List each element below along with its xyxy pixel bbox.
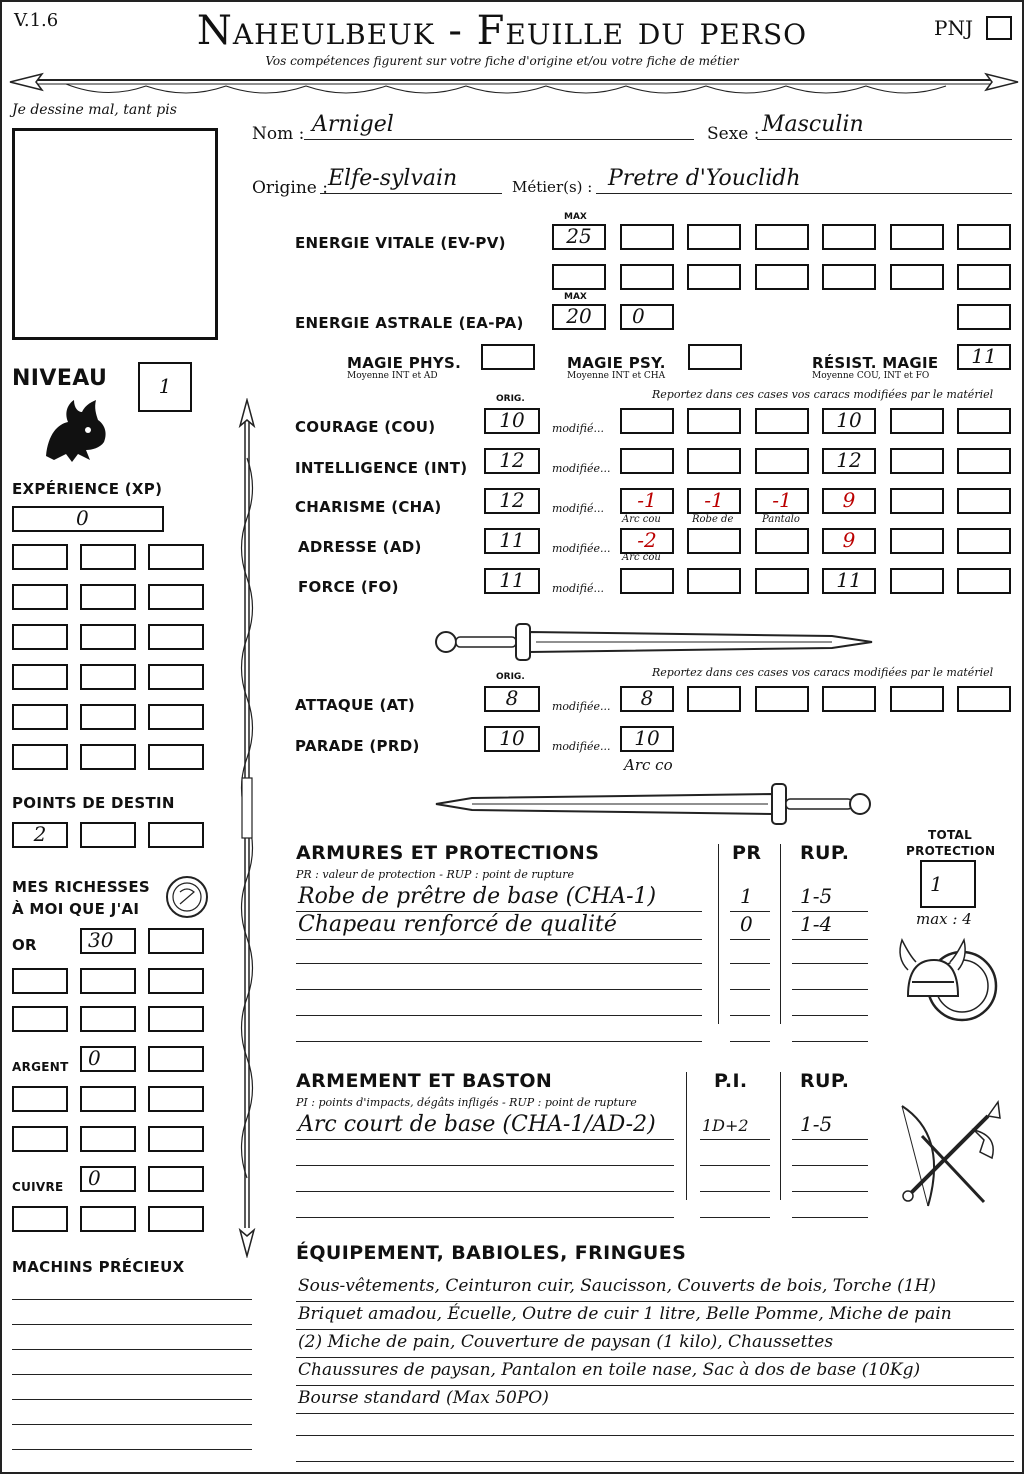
ev-box[interactable] (755, 264, 809, 290)
ev-max-box[interactable] (552, 224, 606, 250)
charisme-mod-box[interactable] (890, 488, 944, 514)
xp-value: 0 (76, 506, 89, 530)
precious-line[interactable] (12, 1382, 252, 1400)
portrait-caption: Je dessine mal, tant pis (12, 102, 177, 118)
ev-box[interactable] (687, 264, 741, 290)
dragon-icon (38, 394, 110, 466)
xp-cell[interactable] (12, 664, 68, 690)
weapon-row-line[interactable] (296, 1198, 674, 1218)
total-protection-value: 1 (930, 872, 943, 896)
version-label: V.1.6 (14, 10, 59, 31)
intelligence-mod-box[interactable] (890, 448, 944, 474)
argent-value: 0 (88, 1046, 101, 1070)
adresse-mod-1: -2 (637, 528, 657, 552)
destin-box[interactable] (12, 822, 68, 848)
cuivre-label: CUIVRE (12, 1180, 64, 1194)
force-mod-box[interactable] (755, 568, 809, 594)
armor-row-rup: 1-5 (800, 884, 833, 908)
armures-sub: PR : valeur de protection - RUP : point de rupture (296, 868, 574, 881)
ev-box[interactable] (620, 264, 674, 290)
armor-row-pr: 1 (740, 884, 753, 908)
argent-cell[interactable] (148, 1086, 204, 1112)
total-protection-label-2: PROTECTION (906, 844, 996, 858)
metier-label: Métier(s) : (512, 178, 593, 196)
weapon-row-pi: 1D+2 (702, 1116, 749, 1135)
xp-cell[interactable] (80, 744, 136, 770)
or-cell[interactable] (12, 1006, 68, 1032)
nom-label: Nom : (252, 124, 305, 144)
force-label: FORCE (FO) (298, 578, 399, 596)
precious-line[interactable] (12, 1307, 252, 1325)
attaque-mod-box[interactable] (755, 686, 809, 712)
niveau-label: NIVEAU (12, 366, 108, 391)
xp-cell[interactable] (12, 704, 68, 730)
attaque-mod-box[interactable] (957, 686, 1011, 712)
modifiee-label: modifiée... (552, 542, 611, 555)
armor-row-rup: 1-4 (800, 912, 833, 936)
attaque-mod-box[interactable] (620, 686, 674, 712)
weapon-pi-line[interactable] (700, 1172, 770, 1192)
precious-line[interactable] (12, 1407, 252, 1425)
ev-max-label: MAX (564, 212, 587, 222)
armement-rup-header: RUP. (800, 1070, 850, 1092)
charisme-final: 9 (842, 488, 856, 512)
force-final: 11 (836, 568, 862, 592)
intelligence-orig: 12 (499, 448, 525, 472)
modifiee-label: modifiée... (552, 700, 611, 713)
report-note: Reportez dans ces cases vos caracs modifiées par le matériel (652, 388, 994, 401)
helmet-shield-icon (892, 930, 1002, 1030)
courage-orig-box[interactable] (484, 408, 540, 434)
max-protection-note: max : 4 (916, 910, 972, 928)
courage-mod-box[interactable] (755, 408, 809, 434)
sword-icon (432, 618, 876, 666)
charisme-mod-box[interactable] (755, 488, 809, 514)
armor-pr-line[interactable] (730, 944, 770, 964)
armement-divider (686, 1072, 687, 1200)
ev-box[interactable] (620, 224, 674, 250)
adresse-mod-box[interactable] (620, 528, 674, 554)
origine-value: Elfe-sylvain (328, 166, 458, 191)
niveau-value: 1 (158, 374, 172, 398)
charisme-mod-3-note: Pantalo (762, 514, 800, 525)
sheet-title: Naheulbeuk - Feuille du perso (196, 8, 808, 54)
resist-magie-box[interactable] (957, 344, 1011, 370)
magie-psy-label: MAGIE PSY. (567, 354, 666, 372)
courage-label: COURAGE (COU) (295, 418, 436, 436)
resist-magie-value: 11 (971, 344, 997, 368)
ea-max-label: MAX (564, 292, 587, 302)
charisme-final-box[interactable] (822, 488, 876, 514)
or-cell[interactable] (148, 928, 204, 954)
destin-box[interactable] (80, 822, 136, 848)
equipment-line[interactable] (296, 1416, 1014, 1436)
armement-divider (780, 1072, 781, 1200)
armures-rup-header: RUP. (800, 842, 850, 864)
ev-box[interactable] (755, 224, 809, 250)
xp-cell[interactable] (148, 584, 204, 610)
charisme-mod-2: -1 (704, 488, 724, 512)
force-mod-box[interactable] (620, 568, 674, 594)
armor-row-line[interactable] (296, 944, 702, 964)
adresse-orig: 11 (499, 528, 525, 552)
ev-label: ENERGIE VITALE (EV-PV) (295, 234, 506, 252)
argent-label: ARGENT (12, 1060, 69, 1074)
adresse-mod-1-note: Arc cou (622, 552, 661, 563)
xp-cell[interactable] (80, 584, 136, 610)
cuivre-cell[interactable] (148, 1166, 204, 1192)
xp-cell[interactable] (80, 664, 136, 690)
sheet-subtitle: Vos compétences figurent sur votre fiche d'origine et/ou votre fiche de métier (265, 54, 739, 68)
magie-phys-box[interactable] (481, 344, 535, 370)
ev-box[interactable] (552, 264, 606, 290)
ev-box[interactable] (822, 224, 876, 250)
courage-mod-box[interactable] (687, 408, 741, 434)
armor-pr-line[interactable] (730, 996, 770, 1016)
modifie-label: modifié... (552, 582, 604, 595)
weapon-row-line[interactable] (296, 1146, 674, 1166)
origine-label: Origine : (252, 178, 328, 198)
force-mod-box[interactable] (890, 568, 944, 594)
modifie-label: modifié... (552, 422, 604, 435)
charisme-mod-2-note: Robe de (692, 514, 734, 525)
xp-cell[interactable] (80, 544, 136, 570)
armor-row-line[interactable] (296, 970, 702, 990)
armures-pr-header: PR (732, 842, 762, 864)
charisme-mod-1-note: Arc cou (622, 514, 661, 525)
xp-cell[interactable] (148, 744, 204, 770)
ev-box[interactable] (957, 224, 1011, 250)
courage-final-box[interactable] (822, 408, 876, 434)
force-orig-box[interactable] (484, 568, 540, 594)
courage-mod-box[interactable] (957, 408, 1011, 434)
argent-cell[interactable] (12, 1086, 68, 1112)
xp-cell[interactable] (12, 624, 68, 650)
equipement-title: ÉQUIPEMENT, BABIOLES, FRINGUES (296, 1242, 687, 1264)
coin-icon (164, 874, 210, 920)
magie-phys-sub: Moyenne INT et AD (347, 371, 438, 381)
argent-cell[interactable] (148, 1126, 204, 1152)
charisme-mod-box[interactable] (957, 488, 1011, 514)
or-cell[interactable] (12, 968, 68, 994)
armor-pr-line[interactable] (730, 1022, 770, 1042)
intelligence-final: 12 (836, 448, 862, 472)
adresse-label: ADRESSE (AD) (298, 538, 422, 556)
armement-pi-header: P.I. (714, 1070, 748, 1092)
armor-rup-line[interactable] (792, 944, 868, 964)
pnj-checkbox[interactable] (986, 16, 1012, 40)
sexe-value: Masculin (762, 112, 864, 137)
armures-divider (780, 844, 781, 1024)
or-cell[interactable] (148, 968, 204, 994)
argent-cell[interactable] (148, 1046, 204, 1072)
charisme-orig-box[interactable] (484, 488, 540, 514)
nom-value: Arnigel (312, 112, 394, 137)
combat-orig-label: ORIG. (496, 672, 525, 682)
modifie-label: modifié... (552, 502, 604, 515)
cuivre-cell[interactable] (80, 1206, 136, 1232)
courage-final: 10 (836, 408, 862, 432)
ev-box[interactable] (687, 224, 741, 250)
force-orig: 11 (499, 568, 525, 592)
adresse-orig-box[interactable] (484, 528, 540, 554)
courage-mod-box[interactable] (620, 408, 674, 434)
armor-row-line[interactable] (296, 996, 702, 1016)
weapon-row-rup: 1-5 (800, 1112, 833, 1136)
resist-magie-sub: Moyenne COU, INT et FO (812, 371, 930, 381)
niveau-box[interactable] (138, 362, 192, 412)
ev-box[interactable] (822, 264, 876, 290)
xp-cell[interactable] (12, 744, 68, 770)
weapon-row-line[interactable] (296, 1172, 674, 1192)
charisme-mod-box[interactable] (620, 488, 674, 514)
parade-orig: 10 (499, 726, 525, 750)
charisme-orig: 12 (499, 488, 525, 512)
attaque-mod-box[interactable] (890, 686, 944, 712)
intelligence-label: INTELLIGENCE (INT) (295, 459, 468, 477)
armor-row-pr: 0 (740, 912, 753, 936)
equipment-line-text: Briquet amadou, Écuelle, Outre de cuir 1 litre, Belle Pomme, Miche de pain (298, 1304, 952, 1324)
parade-mod: 10 (634, 726, 660, 750)
armement-title: ARMEMENT ET BASTON (296, 1070, 553, 1092)
weapons-icon (888, 1096, 1008, 1218)
ev-box[interactable] (957, 264, 1011, 290)
richesses-label-2: À MOI QUE J'AI (12, 900, 140, 918)
armor-row-line[interactable] (296, 1022, 702, 1042)
equipment-line[interactable] (296, 1442, 1014, 1462)
argent-cell[interactable] (12, 1126, 68, 1152)
precious-line[interactable] (12, 1332, 252, 1350)
or-value: 30 (88, 928, 114, 952)
xp-cell[interactable] (12, 544, 68, 570)
or-cell[interactable] (148, 1006, 204, 1032)
equipment-line-text: (2) Miche de pain, Couverture de paysan (1 kilo), Chaussettes (298, 1332, 834, 1352)
machins-precieux-label: MACHINS PRÉCIEUX (12, 1258, 185, 1276)
cuivre-cell[interactable] (12, 1206, 68, 1232)
ev-box[interactable] (890, 224, 944, 250)
adresse-mod-box[interactable] (755, 528, 809, 554)
intelligence-mod-box[interactable] (957, 448, 1011, 474)
adresse-mod-box[interactable] (957, 528, 1011, 554)
xp-cell[interactable] (80, 624, 136, 650)
xp-cell[interactable] (148, 544, 204, 570)
xp-label: EXPÉRIENCE (XP) (12, 480, 163, 498)
parade-mod-note: Arc co (624, 756, 673, 774)
ea-current-value: 0 (632, 304, 645, 328)
weapon-pi-line[interactable] (700, 1198, 770, 1218)
cuivre-box[interactable] (80, 1166, 136, 1192)
resist-magie-label: RÉSIST. MAGIE (812, 354, 939, 372)
parade-orig-box[interactable] (484, 726, 540, 752)
ea-label: ENERGIE ASTRALE (EA-PA) (295, 314, 524, 332)
charisme-label: CHARISME (CHA) (295, 498, 442, 516)
ea-current-box[interactable] (620, 304, 674, 330)
spear-icon (230, 398, 264, 1258)
armor-rup-line[interactable] (792, 996, 868, 1016)
xp-cell[interactable] (148, 624, 204, 650)
weapon-row-name: Arc court de base (CHA-1/AD-2) (298, 1112, 656, 1137)
argent-cell[interactable] (80, 1126, 136, 1152)
orig-label: ORIG. (496, 394, 525, 404)
cuivre-value: 0 (88, 1166, 101, 1190)
adresse-final-box[interactable] (822, 528, 876, 554)
adresse-final: 9 (842, 528, 856, 552)
argent-cell[interactable] (80, 1086, 136, 1112)
combat-report-note: Reportez dans ces cases vos caracs modifiées par le matériel (652, 666, 994, 679)
ev-max-value: 25 (566, 224, 592, 248)
magie-psy-box[interactable] (688, 344, 742, 370)
portrait-box[interactable] (12, 128, 218, 340)
destin-value: 2 (33, 822, 47, 846)
attaque-mod-box[interactable] (687, 686, 741, 712)
ea-box[interactable] (957, 304, 1011, 330)
argent-box[interactable] (80, 1046, 136, 1072)
total-protection-label-1: TOTAL (928, 828, 973, 842)
equipment-line-text: Chaussures de paysan, Pantalon en toile nase, Sac à dos de base (10Kg) (298, 1360, 921, 1380)
magie-phys-label: MAGIE PHYS. (347, 354, 462, 372)
pnj-label: PNJ (934, 16, 973, 40)
ea-max-value: 20 (566, 304, 592, 328)
modifiee-label: modifiée... (552, 462, 611, 475)
armures-title: ARMURES ET PROTECTIONS (296, 842, 600, 864)
armor-pr-line[interactable] (730, 970, 770, 990)
force-mod-box[interactable] (687, 568, 741, 594)
armor-rup-line[interactable] (792, 970, 868, 990)
xp-cell[interactable] (148, 664, 204, 690)
destin-box[interactable] (148, 822, 204, 848)
xp-cell[interactable] (12, 584, 68, 610)
attaque-label: ATTAQUE (AT) (295, 696, 416, 714)
adresse-mod-box[interactable] (687, 528, 741, 554)
armor-row-name: Robe de prêtre de base (CHA-1) (298, 884, 657, 909)
intelligence-mod-box[interactable] (620, 448, 674, 474)
magie-psy-sub: Moyenne INT et CHA (567, 371, 666, 381)
charisme-mod-1: -1 (637, 488, 657, 512)
precious-line[interactable] (12, 1357, 252, 1375)
attaque-mod-box[interactable] (822, 686, 876, 712)
weapon-rup-line[interactable] (792, 1172, 868, 1192)
courage-mod-box[interactable] (890, 408, 944, 434)
intelligence-mod-box[interactable] (687, 448, 741, 474)
parade-label: PARADE (PRD) (295, 737, 420, 755)
xp-box[interactable] (12, 506, 164, 532)
xp-cell[interactable] (80, 704, 136, 730)
equipment-line-text: Bourse standard (Max 50PO) (298, 1388, 549, 1408)
sexe-label: Sexe : (707, 124, 760, 144)
or-cell[interactable] (80, 968, 136, 994)
charisme-mod-box[interactable] (687, 488, 741, 514)
metier-value: Pretre d'Youclidh (608, 166, 801, 191)
adresse-mod-box[interactable] (890, 528, 944, 554)
or-label: OR (12, 936, 37, 954)
intelligence-mod-box[interactable] (755, 448, 809, 474)
modifiee-label: modifiée... (552, 740, 611, 753)
force-final-box[interactable] (822, 568, 876, 594)
sword-icon (432, 780, 876, 828)
or-box[interactable] (80, 928, 136, 954)
weapon-pi-line[interactable] (700, 1146, 770, 1166)
destin-label: POINTS DE DESTIN (12, 794, 175, 812)
attaque-orig-box[interactable] (484, 686, 540, 712)
armement-sub: PI : points d'impacts, dégâts infligés - RUP : point de rupture (296, 1096, 637, 1109)
spear-divider-icon (6, 66, 1022, 106)
precious-line[interactable] (12, 1432, 252, 1450)
total-protection-box[interactable] (920, 860, 976, 908)
weapon-rup-line[interactable] (792, 1146, 868, 1166)
attaque-orig: 8 (505, 686, 519, 710)
armor-row-name: Chapeau renforcé de qualité (298, 912, 617, 937)
armor-rup-line[interactable] (792, 1022, 868, 1042)
weapon-rup-line[interactable] (792, 1198, 868, 1218)
intelligence-orig-box[interactable] (484, 448, 540, 474)
attaque-mod: 8 (640, 686, 654, 710)
intelligence-final-box[interactable] (822, 448, 876, 474)
richesses-label-1: MES RICHESSES (12, 878, 151, 896)
parade-mod-box[interactable] (620, 726, 674, 752)
or-cell[interactable] (80, 1006, 136, 1032)
force-mod-box[interactable] (957, 568, 1011, 594)
armures-divider (718, 844, 719, 1024)
charisme-mod-3: -1 (772, 488, 792, 512)
courage-orig: 10 (499, 408, 525, 432)
ea-max-box[interactable] (552, 304, 606, 330)
precious-line[interactable] (12, 1282, 252, 1300)
equipment-line-text: Sous-vêtements, Ceinturon cuir, Saucisson, Couverts de bois, Torche (1H) (298, 1276, 936, 1296)
ev-box[interactable] (890, 264, 944, 290)
xp-cell[interactable] (148, 704, 204, 730)
cuivre-cell[interactable] (148, 1206, 204, 1232)
